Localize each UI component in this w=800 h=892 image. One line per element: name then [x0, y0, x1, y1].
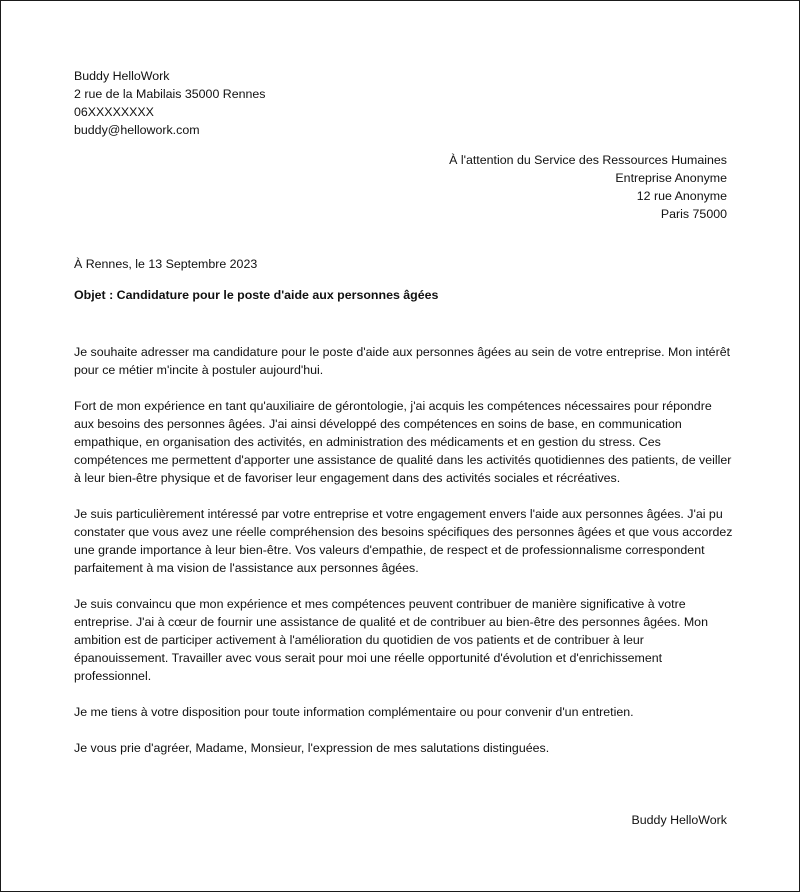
signature: Buddy HelloWork — [631, 813, 727, 827]
subject-line: Objet : Candidature pour le poste d'aide aux personnes âgées — [74, 288, 439, 302]
letter-body — [74, 343, 734, 775]
sender-block — [74, 67, 266, 139]
closing-paragraph: Je vous prie d'agréer, Madame, Monsieur, l'expression de mes salutations distinguées. — [74, 741, 550, 755]
recipient-company: Entreprise Anonyme — [615, 171, 727, 185]
recipient-attention: À l'attention du Service des Ressources Humaines — [449, 153, 727, 167]
sender-name: Buddy HelloWork — [74, 69, 170, 83]
body-paragraph: Je suis convaincu que mon expérience et mes compétences peuvent contribuer de manière significative à votre entreprise. J'ai à cœur de fournir une assistance de qualité et de contribuer au bien-être des personnes âgées. Mon ambition est de participer activement à l'amélioration du quotidien de vos patients et de contribuer à leur épanouissement. Travailler avec vous serait pour moi une réelle opportunité d'évolution et d'enrichissement professionnel. — [74, 597, 708, 683]
date-line: À Rennes, le 13 Septembre 2023 — [74, 257, 258, 271]
recipient-city: Paris 75000 — [660, 207, 727, 221]
recipient-street: 12 rue Anonyme — [636, 189, 727, 203]
body-paragraph: Je souhaite adresser ma candidature pour le poste d'aide aux personnes âgées au sein de votre entreprise. Mon intérêt pour ce métier m'incite à postuler aujourd'hui. — [74, 345, 731, 377]
body-paragraph: Fort de mon expérience en tant qu'auxiliaire de gérontologie, j'ai acquis les compétences nécessaires pour répondre aux besoins des personnes âgées. J'ai ainsi développé des compétences en soins de base, en communication empathique, en organisation des activités, en administration des médicaments et en gestion du stress. Ces compétences me permettent d'apporter une assistance de qualité dans les activités quotidiennes des patients, de veiller à leur bien-être physique et de favoriser leur engagement dans des activités sociales et récréatives. — [74, 399, 732, 485]
sender-address: 2 rue de la Mabilais 35000 Rennes — [74, 87, 266, 101]
body-paragraph: Je me tiens à votre disposition pour toute information complémentaire ou pour convenir d'un entretien. — [74, 705, 634, 719]
body-paragraph: Je suis particulièrement intéressé par votre entreprise et votre engagement envers l'aide aux personnes âgées. J'ai pu constater que vous avez une réelle compréhension des besoins spécifiques des personnes âgées et que vous accordez une grande importance à leur bien-être. Vos valeurs d'empathie, de respect et de professionnalisme correspondent parfaitement à ma vision de l'assistance aux personnes âgées. — [74, 507, 733, 575]
sender-phone: 06XXXXXXXX — [74, 105, 154, 119]
recipient-block — [449, 151, 727, 223]
sender-email: buddy@hellowork.com — [74, 123, 200, 137]
